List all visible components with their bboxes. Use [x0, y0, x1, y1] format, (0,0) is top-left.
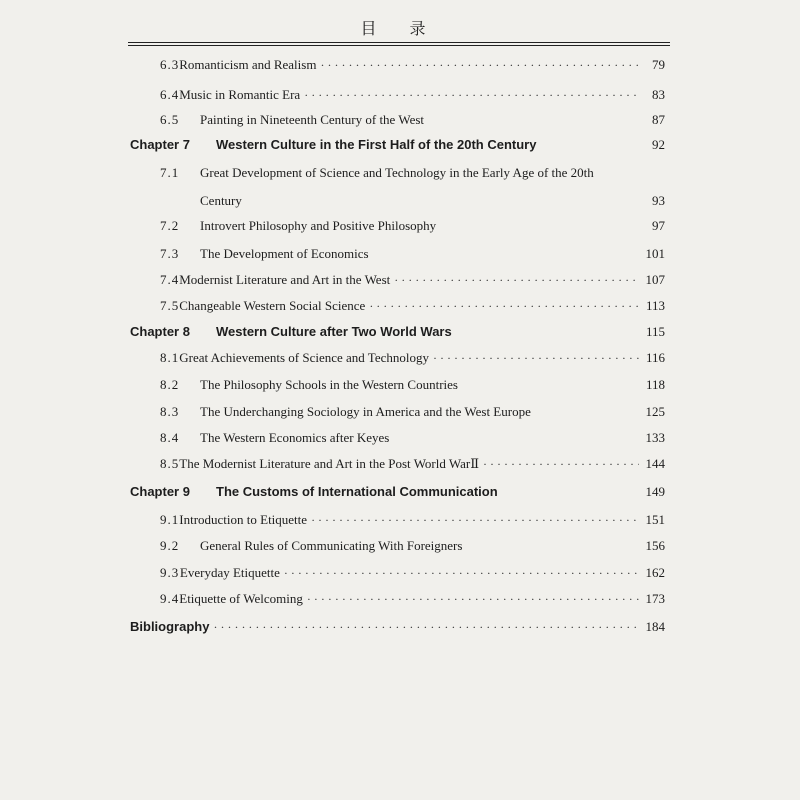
entry-page: 162: [645, 565, 665, 580]
leader-dots: [284, 566, 639, 581]
toc-entry-9-2[interactable]: [160, 538, 665, 554]
entry-title: The Modernist Literature and Art in the Post World WarⅡ: [179, 456, 480, 471]
entry-number: 8.1: [160, 350, 180, 365]
entry-page: 173: [645, 591, 665, 606]
leader-dots: [307, 592, 639, 607]
toc-entry-8-2[interactable]: [160, 377, 665, 393]
entry-title: The Philosophy Schools in the Western Countries: [200, 377, 458, 392]
entry-page: 133: [645, 430, 665, 445]
entry-page: 97: [652, 218, 665, 233]
entry-number: 6.5: [160, 112, 180, 127]
entry-title: Introvert Philosophy and Positive Philosophy: [200, 218, 437, 233]
chapter-title: The Customs of International Communication: [216, 484, 498, 499]
toc-entry-7-1[interactable]: [160, 165, 665, 181]
toc-entry-7-3[interactable]: [160, 246, 665, 262]
toc-entry-7-5[interactable]: [160, 298, 665, 314]
toc-entry-7-4[interactable]: [160, 272, 665, 288]
toc-entry-6-3[interactable]: [160, 57, 665, 73]
entry-page: 101: [645, 246, 665, 261]
leader-dots: [320, 58, 639, 73]
entry-number: 8.4: [160, 430, 180, 445]
toc-entry-7-1-continued[interactable]: [200, 193, 665, 209]
entry-page: 156: [645, 538, 665, 553]
toc-chapter-8[interactable]: [130, 324, 665, 340]
toc-entry-9-4[interactable]: [160, 591, 665, 607]
entry-title: Changeable Western Social Science: [179, 298, 366, 313]
entry-title: Great Development of Science and Technology in the Early Age of the 20th: [200, 165, 594, 180]
entry-number: 9.1: [160, 512, 180, 527]
toc-bibliography[interactable]: [130, 619, 665, 635]
page-header-title: 目 录: [360, 19, 440, 38]
chapter-number: Chapter 8: [130, 324, 190, 339]
leader-dots: [369, 299, 639, 314]
toc-entry-6-4[interactable]: [160, 87, 665, 103]
bibliography-title: Bibliography: [130, 619, 210, 634]
entry-page: 79: [652, 57, 665, 72]
entry-number: 6.3: [160, 57, 180, 72]
entry-page: 93: [652, 193, 665, 208]
entry-number: 9.3: [160, 565, 180, 580]
entry-number: 9.4: [160, 591, 180, 606]
entry-page: 116: [645, 350, 665, 365]
entry-title-continued: Century: [200, 193, 242, 208]
entry-title: Great Achievements of Science and Technology: [179, 350, 429, 365]
entry-page: 107: [645, 272, 665, 287]
entry-title: General Rules of Communicating With Foreigners: [200, 538, 463, 553]
entry-page: 87: [652, 112, 665, 127]
entry-title: Music in Romantic Era: [179, 87, 301, 102]
entry-page: 115: [645, 324, 665, 339]
entry-number: 8.5: [160, 456, 180, 471]
entry-number: 7.1: [160, 165, 180, 180]
toc-chapter-7[interactable]: [130, 137, 665, 153]
entry-number: 7.4: [160, 272, 180, 287]
entry-title: The Underchanging Sociology in America and the West Europe: [200, 404, 531, 419]
leader-dots: [483, 457, 639, 472]
leader-dots: [394, 273, 639, 288]
entry-title: Everyday Etiquette: [179, 565, 280, 580]
entry-number: 8.2: [160, 377, 180, 392]
entry-page: 125: [645, 404, 665, 419]
leader-dots: [304, 88, 639, 103]
entry-number: 7.2: [160, 218, 180, 233]
entry-number: 7.3: [160, 246, 180, 261]
toc-entry-8-1[interactable]: [160, 350, 665, 366]
toc-entry-9-3[interactable]: [160, 565, 665, 581]
entry-page: 118: [645, 377, 665, 392]
entry-title: The Western Economics after Keyes: [200, 430, 390, 445]
chapter-title: Western Culture after Two World Wars: [216, 324, 452, 339]
chapter-number: Chapter 7: [130, 137, 190, 152]
entry-page: 149: [645, 484, 665, 499]
entry-page: 83: [652, 87, 665, 102]
entry-title: Introduction to Etiquette: [179, 512, 308, 527]
entry-page: 92: [652, 137, 665, 152]
leader-dots: [311, 513, 639, 528]
chapter-title: Western Culture in the First Half of the 20th Century: [216, 137, 537, 152]
leader-dots: [213, 620, 639, 635]
entry-page: 113: [645, 298, 665, 313]
entry-page: 151: [645, 512, 665, 527]
toc-entry-8-3[interactable]: [160, 404, 665, 420]
entry-title: The Development of Economics: [200, 246, 369, 261]
toc-entry-8-5[interactable]: [160, 456, 665, 472]
toc-entry-8-4[interactable]: [160, 430, 665, 446]
entry-title: Romanticism and Realism: [179, 57, 317, 72]
leader-dots: [433, 351, 639, 366]
toc-chapter-9[interactable]: [130, 484, 665, 500]
entry-number: 8.3: [160, 404, 180, 419]
chapter-number: Chapter 9: [130, 484, 190, 499]
toc-entry-6-5[interactable]: [160, 112, 665, 128]
toc-entry-7-2[interactable]: [160, 218, 665, 234]
entry-number: 9.2: [160, 538, 180, 553]
entry-number: 7.5: [160, 298, 180, 313]
entry-title: Painting in Nineteenth Century of the West: [200, 112, 425, 127]
entry-page: 184: [645, 619, 665, 634]
entry-title: Modernist Literature and Art in the West: [179, 272, 391, 287]
entry-number: 6.4: [160, 87, 180, 102]
entry-page: 144: [645, 456, 665, 471]
entry-title: Etiquette of Welcoming: [179, 591, 303, 606]
toc-entry-9-1[interactable]: [160, 512, 665, 528]
